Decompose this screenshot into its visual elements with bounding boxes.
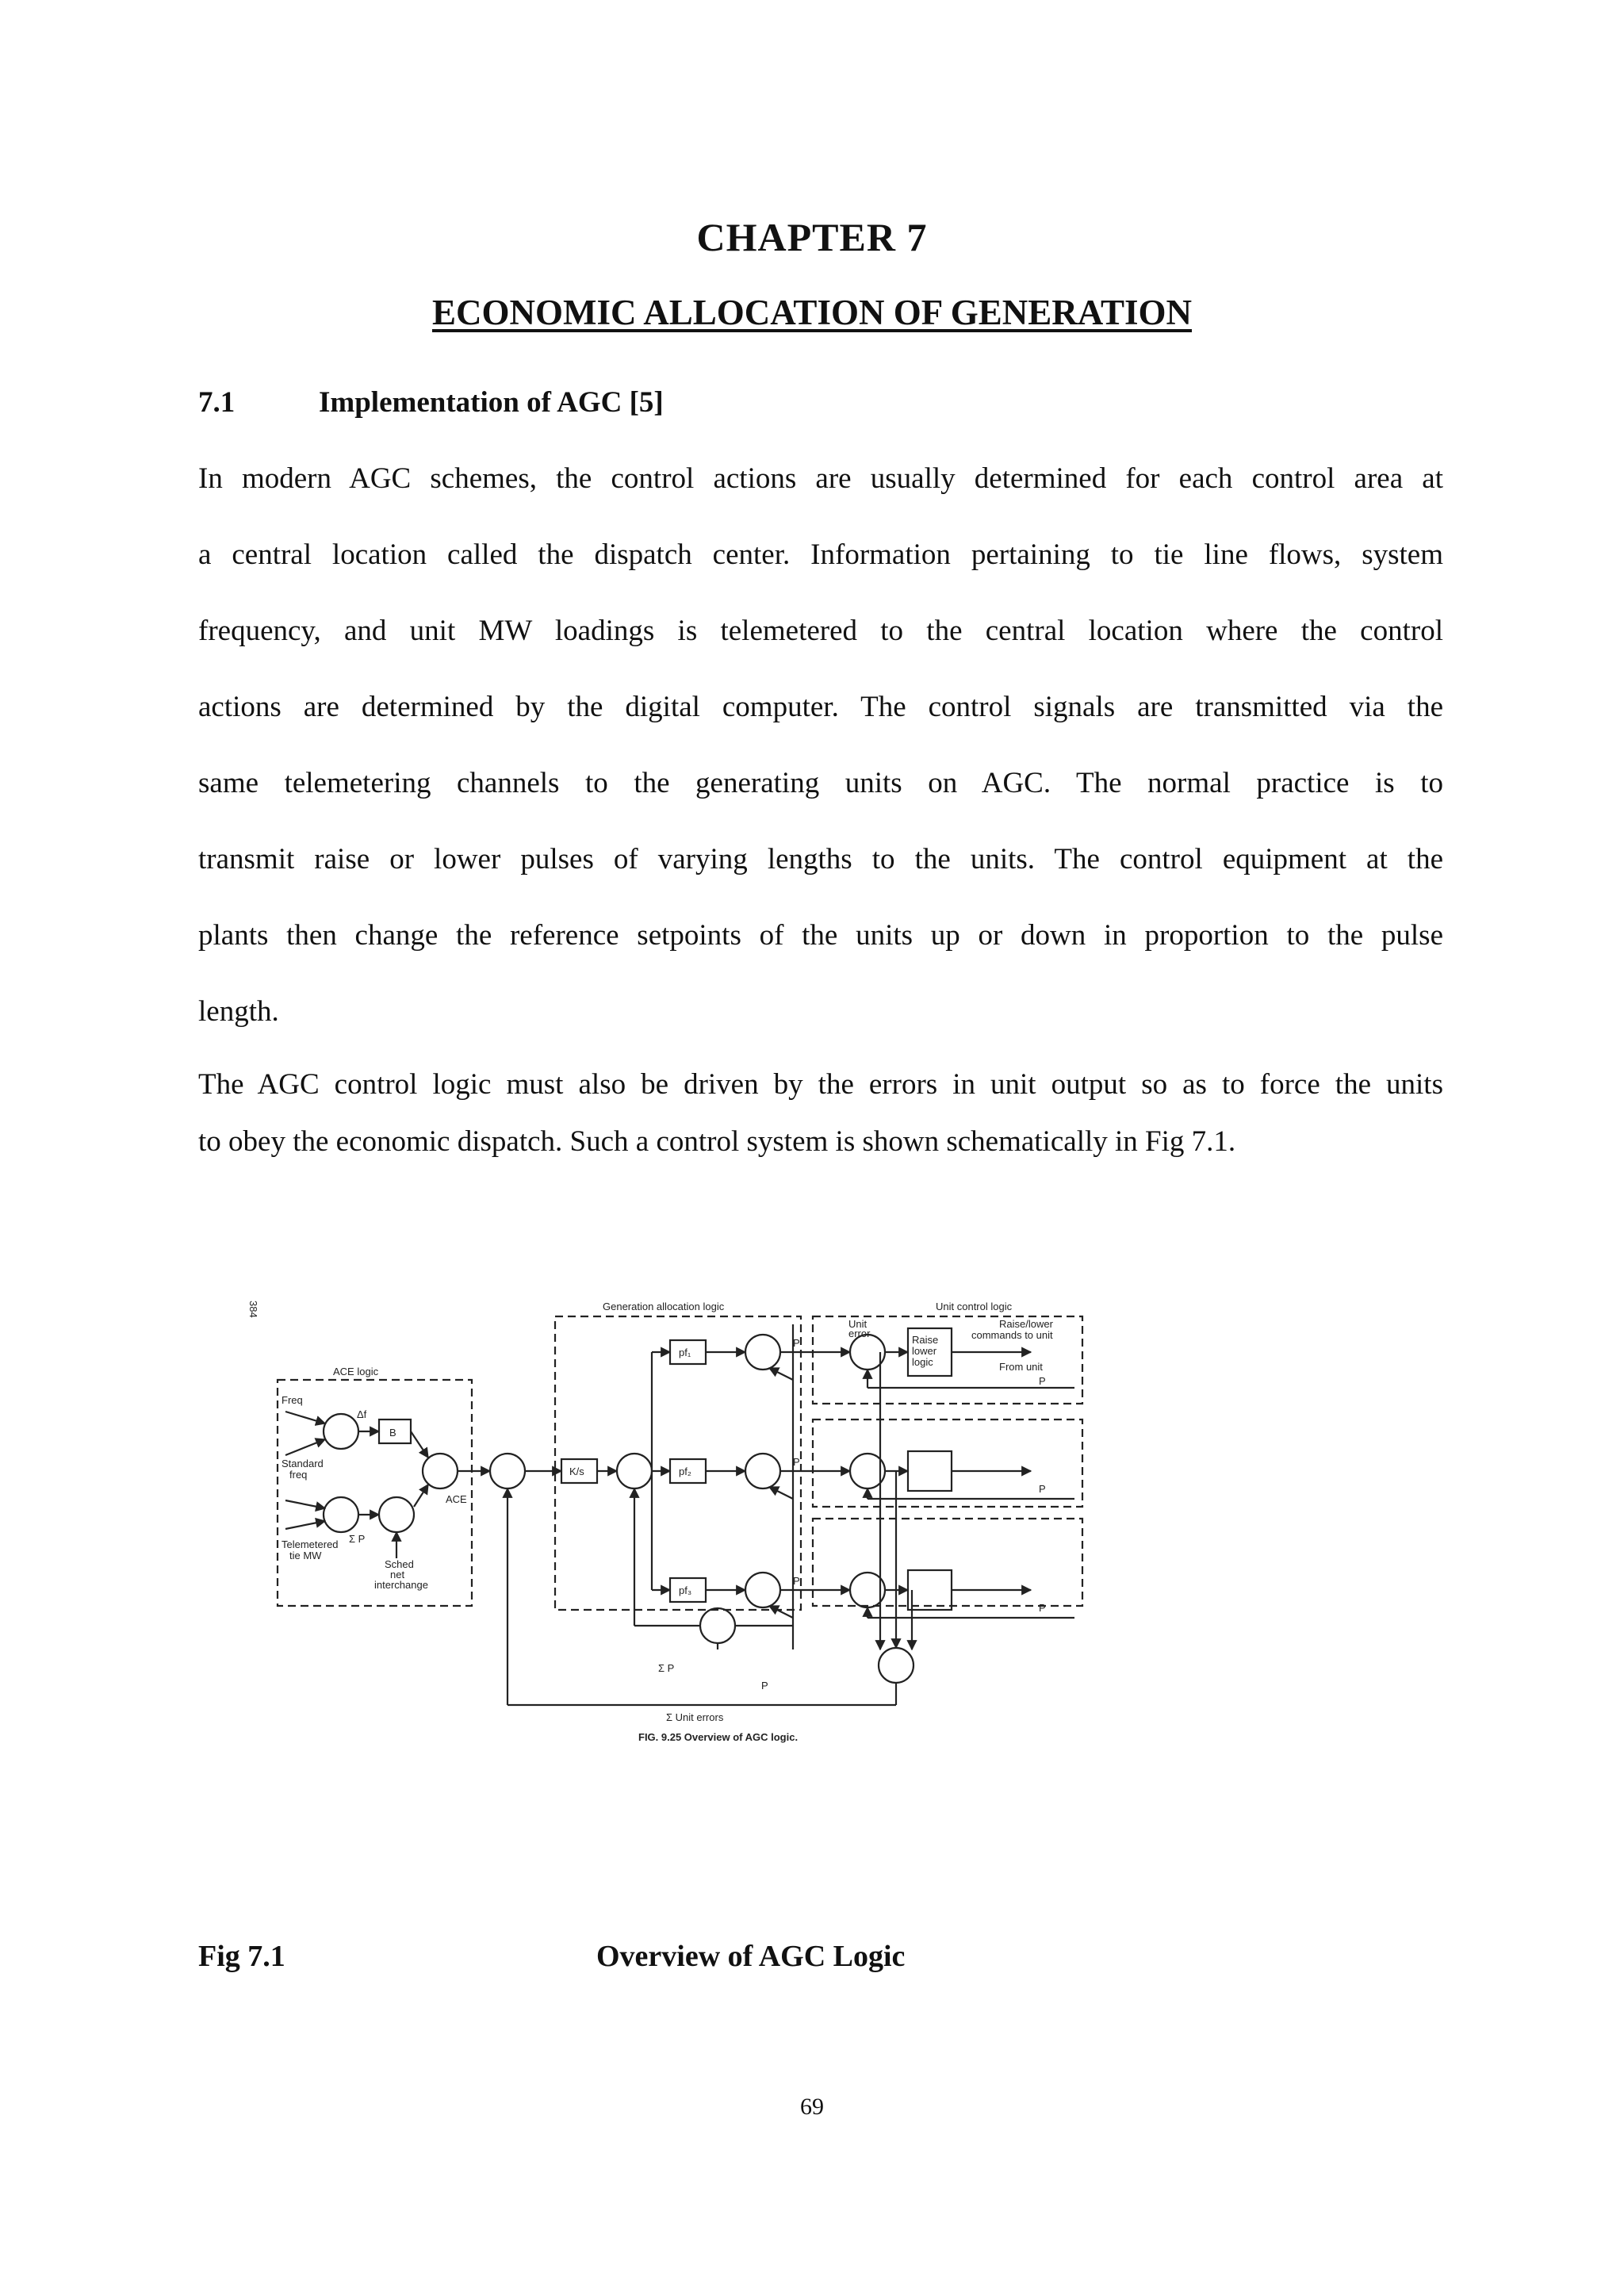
body-line: actions are determined by the digital computer. The control signals are transmitted via the <box>198 691 1443 723</box>
k-over-s-label: K/s <box>569 1466 584 1477</box>
summing-junction-base <box>700 1608 735 1643</box>
telemetered-label: Telemetered <box>282 1538 339 1550</box>
sched-label-2: net <box>390 1569 405 1580</box>
summing-junction-unit1 <box>745 1335 780 1370</box>
figure-source-caption: FIG. 9.25 Overview of AGC logic. <box>638 1731 799 1743</box>
section-title: Implementation of AGC [5] <box>319 386 664 419</box>
p-gen1-label: P <box>1039 1375 1046 1387</box>
summing-junction-unit-errors <box>879 1648 914 1683</box>
raise-lower-logic-block-3 <box>908 1570 952 1610</box>
section-number: 7.1 <box>198 386 236 419</box>
generation-allocation-label: Generation allocation logic <box>603 1301 725 1312</box>
p-des1-label: P <box>793 1337 800 1349</box>
body-line: a central location called the dispatch center. Information pertaining to tie line flows, system <box>198 538 1443 571</box>
raise-lower-label-3: logic <box>912 1356 933 1368</box>
generation-allocation-box <box>555 1316 801 1610</box>
summing-junction-unit3 <box>745 1573 780 1607</box>
body-line: same telemetering channels to the generating units on AGC. The normal practice is to <box>198 767 1443 799</box>
sched-label: Sched <box>385 1558 414 1570</box>
raise-cmd-label-2: commands to unit <box>971 1329 1053 1341</box>
pf3-label: pf₃ <box>679 1584 692 1596</box>
p-des2-label: P <box>793 1456 800 1468</box>
body-line: to obey the economic dispatch. Such a control system is shown schematically in Fig 7.1. <box>198 1125 1236 1158</box>
telemetered-label-2: tie MW <box>289 1550 322 1561</box>
summing-junction-freq <box>324 1414 358 1449</box>
unit-errors-label: Σ Unit errors <box>666 1711 724 1723</box>
sum-ptie-label: Σ P <box>349 1533 366 1545</box>
summing-junction-total <box>617 1454 652 1488</box>
sum-pbase-label: Σ P <box>658 1662 675 1674</box>
unit-control-box-3 <box>813 1519 1082 1606</box>
raise-lower-label: Raise <box>912 1334 939 1346</box>
summing-junction-tie <box>324 1497 358 1532</box>
summing-junction-error <box>490 1454 525 1488</box>
ace-logic-label: ACE logic <box>333 1366 379 1377</box>
summing-junction-interchange <box>379 1497 414 1532</box>
body-line: length. <box>198 995 279 1028</box>
figure-title: Overview of AGC Logic <box>596 1940 906 1973</box>
agc-logic-diagram <box>238 1277 1269 1745</box>
from-unit-label: From unit <box>999 1361 1043 1373</box>
chapter-heading: CHAPTER 7 <box>696 215 928 259</box>
body-line: In modern AGC schemes, the control actions are usually determined for each control area at <box>198 462 1443 495</box>
unit-control-label: Unit control logic <box>936 1301 1013 1312</box>
body-line: frequency, and unit MW loadings is telemetered to the central location where the control <box>198 615 1443 647</box>
p-des3-label: P <box>793 1575 800 1587</box>
sched-label-3: interchange <box>374 1579 428 1591</box>
summing-junction-unit2 <box>745 1454 780 1488</box>
side-mark: 384 <box>247 1301 259 1318</box>
body-line: plants then change the reference setpoints of the units up or down in proportion to the pulse <box>198 919 1443 952</box>
pf2-label: pf₂ <box>679 1466 691 1477</box>
p-base-label: P <box>761 1680 768 1692</box>
standard-freq-label: Standard <box>282 1458 324 1469</box>
figure-label: Fig 7.1 <box>198 1940 285 1973</box>
raise-lower-label-2: lower <box>912 1345 937 1357</box>
p-gen2-label: P <box>1039 1483 1046 1495</box>
body-line: The AGC control logic must also be driven by the errors in unit output so as to force the units <box>198 1068 1443 1101</box>
ace-label: ACE <box>446 1493 467 1505</box>
pf1-label: pf₁ <box>679 1347 691 1358</box>
unit-error-label: Unit <box>848 1318 868 1330</box>
page-number: 69 <box>800 2094 824 2120</box>
chapter-title: ECONOMIC ALLOCATION OF GENERATION <box>431 293 1192 332</box>
delta-f-label: Δf <box>357 1408 367 1420</box>
ace-logic-box <box>278 1380 472 1606</box>
summing-junction-ace <box>423 1454 458 1488</box>
raise-lower-logic-block-2 <box>908 1451 952 1491</box>
p-gen3-label: P <box>1039 1602 1046 1614</box>
unit-error-label-2: error <box>848 1328 871 1339</box>
standard-freq-label-2: freq <box>289 1469 308 1481</box>
raise-cmd-label: Raise/lower <box>999 1318 1053 1330</box>
bias-label: B <box>389 1427 396 1439</box>
body-line: transmit raise or lower pulses of varying lengths to the units. The control equipment at the <box>198 843 1443 875</box>
freq-label: Freq <box>282 1394 303 1406</box>
